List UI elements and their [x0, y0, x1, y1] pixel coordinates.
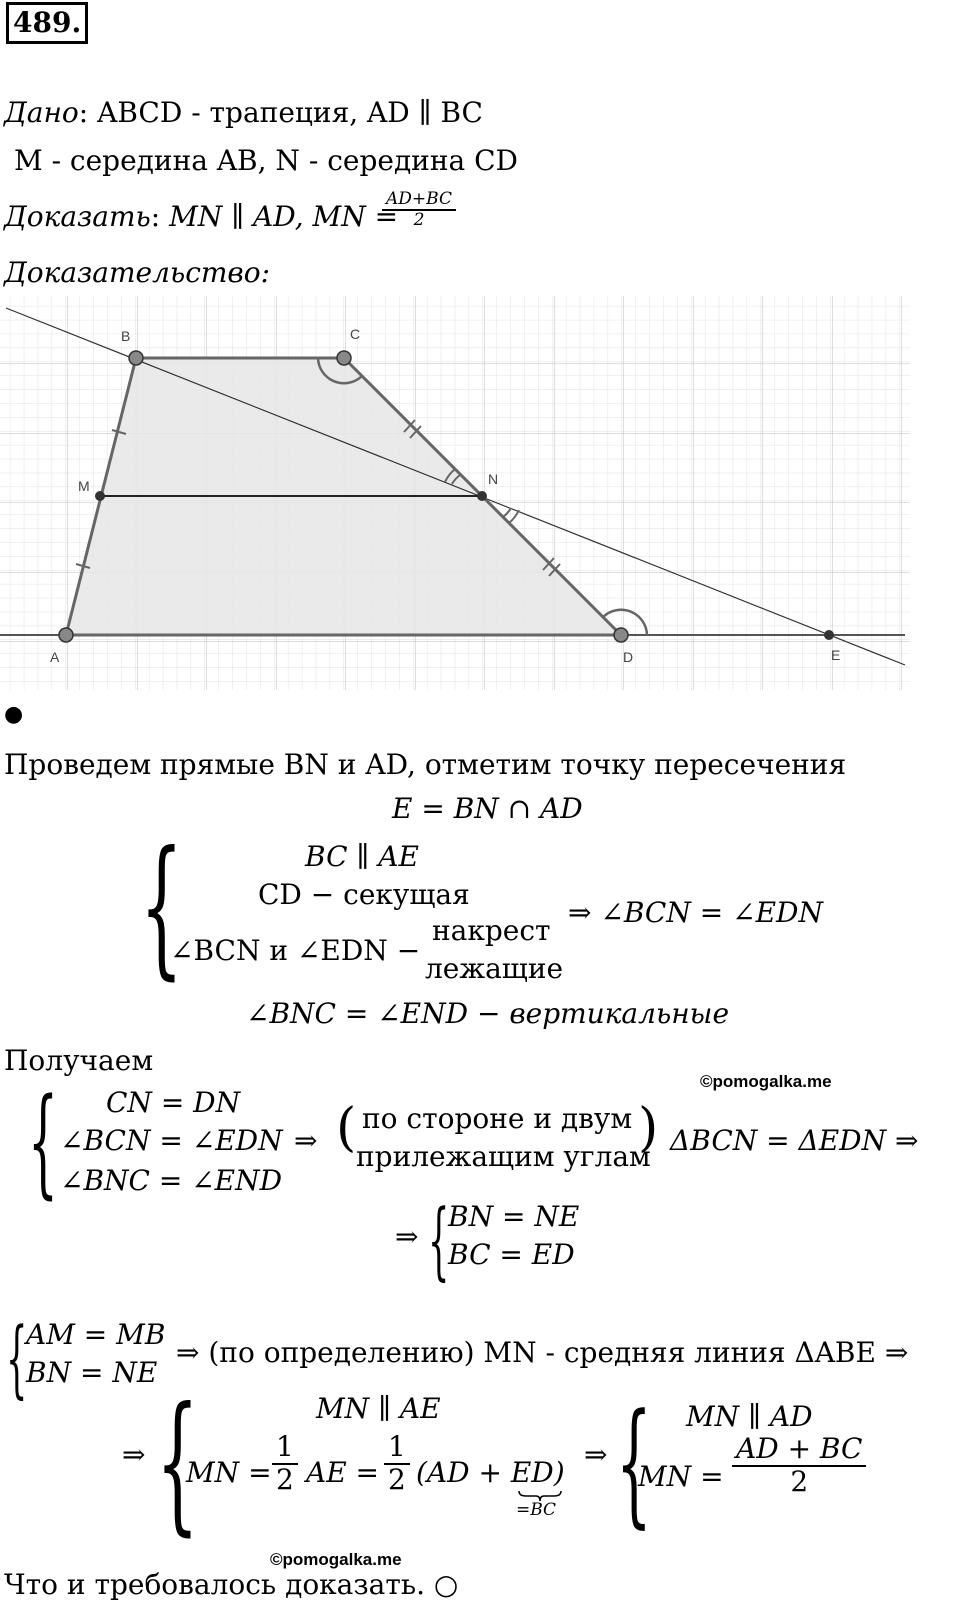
final-brace-1: {	[156, 1376, 199, 1550]
sys2-result: ΔBCN = ΔEDN ⇒	[670, 1124, 919, 1157]
step1-eq: E = BN ∩ AD	[392, 792, 583, 825]
prove-frac-num: AD+BC	[382, 190, 456, 211]
given-label: Дано	[4, 96, 79, 129]
prove-line: Доказать: MN ∥ AD, MN =	[4, 200, 399, 233]
label-A: A	[50, 649, 60, 665]
half-fraction-1	[272, 1432, 298, 1496]
concl-den: 2	[790, 1464, 809, 1498]
label-E: E	[831, 647, 841, 663]
vertical-angles: ∠BNC = ∠END − вертикальные	[246, 997, 730, 1030]
get-label: Получаем	[4, 1044, 154, 1077]
prove-fraction	[382, 190, 456, 229]
sys2-arrow: ⇒	[294, 1124, 318, 1157]
half-den-1: 2	[276, 1462, 294, 1496]
sys2-brace: {	[28, 1072, 59, 1210]
proof-label: Доказательство:	[4, 256, 271, 289]
sys4-brace: {	[6, 1309, 28, 1407]
point-E	[824, 630, 834, 640]
sys1-brace: {	[140, 820, 183, 994]
criterion-top: по стороне и двум	[362, 1102, 633, 1135]
watermark-1: ©pomogalka.me	[700, 1072, 832, 1091]
final-arrow-1: ⇒	[122, 1438, 146, 1471]
given-line-2: M - середина AB, N - середина CD	[14, 144, 518, 177]
final-line2-a: MN =	[186, 1456, 272, 1489]
sys4-line2: BN = NE	[26, 1356, 158, 1389]
watermark-2: ©pomogalka.me	[270, 1550, 402, 1569]
sys1-line2: CD − секущая	[258, 878, 470, 911]
sys1-line3b-top: накрест	[432, 914, 551, 947]
sys1-line3b-bottom: лежащие	[425, 952, 564, 985]
sys3-line2: BC = ED	[448, 1238, 575, 1271]
label-N: N	[488, 471, 499, 487]
concl-num: AD + BC	[732, 1434, 866, 1467]
final-line2-c: (AD + ED)	[416, 1456, 565, 1489]
label-B: B	[121, 328, 131, 344]
final-brace-2: {	[616, 1385, 652, 1541]
sys2-line2: ∠BCN = ∠EDN	[60, 1124, 283, 1157]
sys4-line1: AM = MB	[26, 1318, 166, 1351]
point-N	[477, 491, 487, 501]
trapezoid-figure	[0, 296, 910, 690]
point-D	[614, 628, 628, 642]
concl-line1: MN ∥ AD	[686, 1400, 813, 1433]
bullet: ●	[4, 702, 24, 727]
half-num-2: 1	[384, 1432, 410, 1465]
half-fraction-2	[384, 1432, 410, 1496]
prove-frac-den: 2	[413, 209, 425, 230]
prove-label: Доказать	[4, 200, 151, 233]
sys2-line3: ∠BNC = ∠END	[60, 1164, 283, 1197]
sys2-line1: CN = DN	[106, 1086, 241, 1119]
point-C	[337, 351, 351, 365]
criterion-bottom: прилежащим углам	[356, 1140, 651, 1173]
point-A	[59, 628, 73, 642]
concl-fraction	[732, 1434, 866, 1498]
label-D: D	[623, 649, 634, 665]
point-M	[95, 491, 105, 501]
qed: Что и требовалось доказать. ○	[4, 1568, 459, 1601]
underbrace-label: =BC	[516, 1500, 557, 1520]
given-line-1: Дано: ABCD - трапеция, AD ∥ BC	[4, 96, 483, 129]
label-M: M	[78, 478, 90, 494]
sys3-brace: {	[428, 1191, 450, 1289]
prove-statement: MN ∥ AD, MN =	[169, 200, 399, 233]
sys3-line1: BN = NE	[448, 1200, 580, 1233]
final-arrow-2: ⇒	[584, 1438, 608, 1471]
half-den-2: 2	[388, 1462, 406, 1496]
sys1-result: ⇒ ∠BCN = ∠EDN	[568, 896, 823, 929]
step1-text: Проведем прямые BN и AD, отметим точку пересечения	[4, 748, 847, 781]
sys3-arrow: ⇒	[395, 1220, 419, 1253]
criterion-open-paren: (	[336, 1098, 357, 1158]
point-B	[129, 351, 143, 365]
final-line1: MN ∥ AE	[316, 1392, 441, 1425]
sys4-result: ⇒ (по определению) MN - средняя линия ΔABE ⇒	[176, 1336, 909, 1369]
sys1-line3a: ∠BCN и ∠EDN −	[170, 934, 421, 967]
concl-line2: MN =	[638, 1460, 724, 1493]
half-num-1: 1	[272, 1432, 298, 1465]
task-number: 489.	[6, 2, 88, 44]
given-text-1: ABCD - трапеция, AD ∥ BC	[97, 96, 483, 129]
final-line2-b: AE =	[306, 1456, 380, 1489]
sys1-line1: BC ∥ AE	[305, 840, 419, 873]
criterion-close-paren: )	[638, 1098, 659, 1158]
label-C: C	[350, 326, 361, 342]
